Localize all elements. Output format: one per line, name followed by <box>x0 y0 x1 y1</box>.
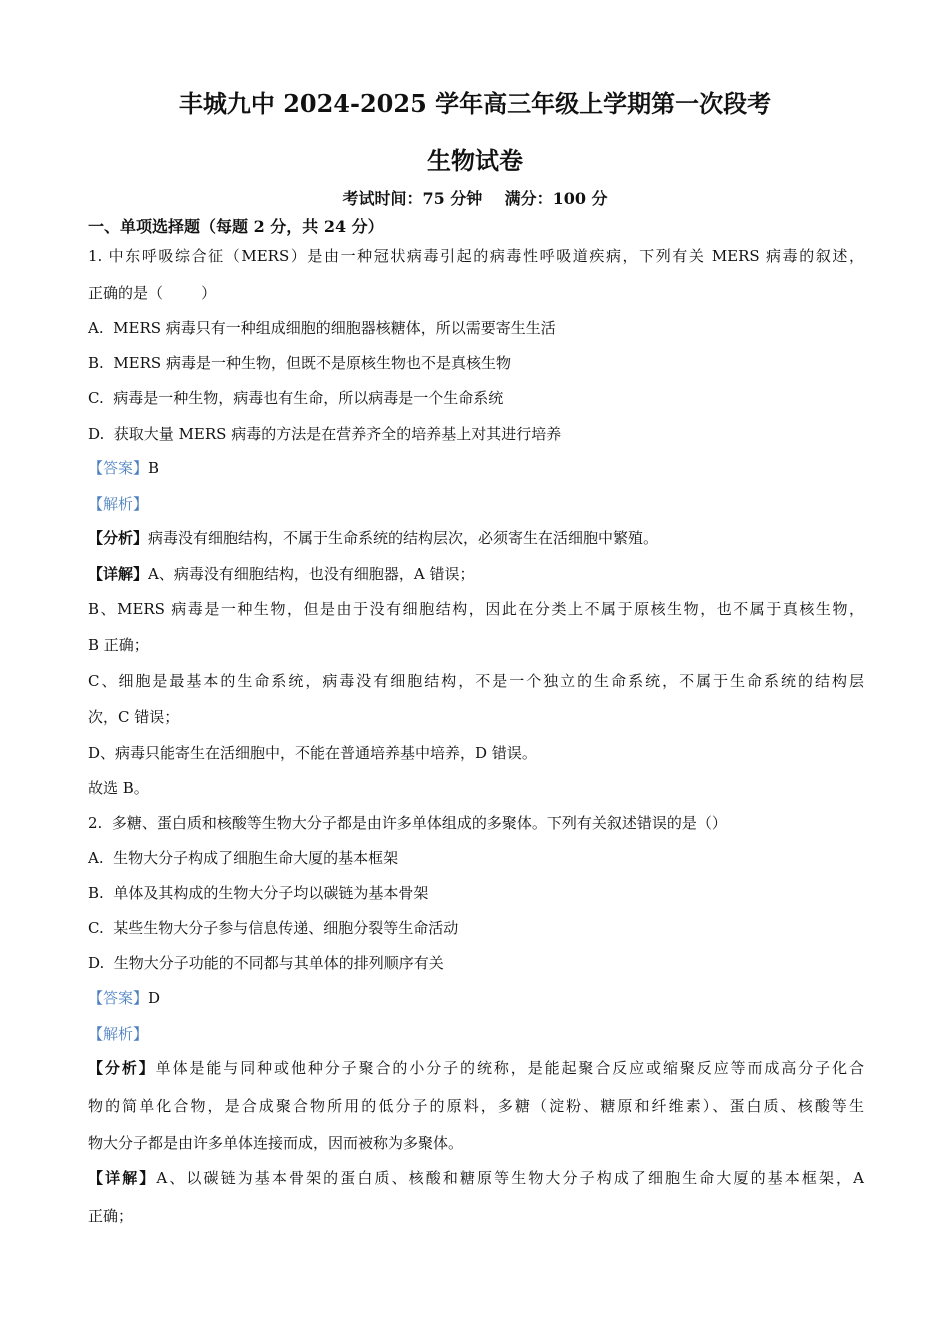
q1-detail-b-line1: B、MERS 病毒是一种生物，但是由于没有细胞结构，因此在分类上不属于原核生物，也不属于真核生物， <box>88 600 864 618</box>
fenxi-tag: 【分析】 <box>88 529 149 547</box>
fenxi-text: 病毒没有细胞结构，不属于生命系统的结构层次，必须寄生在活细胞中繁殖。 <box>148 529 659 547</box>
q2-detail-a-line1 <box>88 1168 864 1188</box>
q1-answer <box>88 458 159 478</box>
q2-option-c: C. 某些生物大分子参与信息传递、细胞分裂等生命活动 <box>88 919 459 937</box>
q1-detail-a <box>88 564 474 584</box>
answer-tag: 【答案】 <box>88 989 149 1007</box>
q2-answer <box>88 988 160 1008</box>
q1-option-b: B. MERS 病毒是一种生物，但既不是原核生物也不是真核生物 <box>88 354 511 372</box>
q2-stem: 2. 多糖、蛋白质和核酸等生物大分子都是由许多单体组成的多聚体。下列有关叙述错误的是（） <box>88 814 727 832</box>
answer-value: B <box>148 459 160 477</box>
exam-title: 丰城九中 2024-2025 学年高三年级上学期第一次段考 <box>178 89 772 118</box>
q1-detail-d: D、病毒只能寄生在活细胞中，不能在普通培养基中培养，D 错误。 <box>88 744 537 762</box>
subject-title: 生物试卷 <box>427 146 523 175</box>
q1-fenxi <box>88 528 658 548</box>
q2-analysis-heading <box>88 1024 148 1044</box>
detail-tag: 【详解】 <box>88 1169 157 1187</box>
q1-analysis-heading <box>88 494 148 514</box>
q1-option-c: C. 病毒是一种生物，病毒也有生命，所以病毒是一个生命系统 <box>88 389 504 407</box>
q1-conclusion: 故选 B。 <box>88 779 149 797</box>
analysis-tag: 【解析】 <box>88 495 149 513</box>
exam-info: 考试时间：75 分钟 满分：100 分 <box>342 189 608 208</box>
q2-option-b: B. 单体及其构成的生物大分子均以碳链为基本骨架 <box>88 884 429 902</box>
q1-stem-line1: 1. 中东呼吸综合征（MERS）是由一种冠状病毒引起的病毒性呼吸道疾病，下列有关 MERS 病毒的叙述， <box>88 247 864 265</box>
q1-stem-line2: 正确的是（ ） <box>88 284 217 302</box>
q1-detail-c-line2: 次，C 错误； <box>88 708 180 726</box>
detail-a-text: A、以碳链为基本骨架的蛋白质、核酸和糖原等生物大分子构成了细胞生命大厦的基本框架，A <box>156 1169 864 1187</box>
q1-detail-b-line2: B 正确； <box>88 636 149 654</box>
q2-fenxi-line2: 物的简单化合物，是合成聚合物所用的低分子的原料，多糖（淀粉、糖原和纤维素）、蛋白质、核酸等生 <box>88 1097 864 1115</box>
q1-detail-c-line1: C、细胞是最基本的生命系统，病毒没有细胞结构，不是一个独立的生命系统，不属于生命系统的结构层 <box>88 672 864 690</box>
section-heading: 一、单项选择题（每题 2 分，共 24 分） <box>88 217 384 236</box>
q2-fenxi-line3: 物大分子都是由许多单体连接而成，因而被称为多聚体。 <box>88 1134 464 1152</box>
analysis-tag: 【解析】 <box>88 1025 149 1043</box>
detail-a-text: A、病毒没有细胞结构，也没有细胞器，A 错误； <box>148 565 475 583</box>
fenxi-text: 单体是能与同种或他种分子聚合的小分子的统称，是能起聚合反应或缩聚反应等而成高分子化合 <box>155 1059 864 1077</box>
q2-option-a: A. 生物大分子构成了细胞生命大厦的基本框架 <box>88 849 399 867</box>
q1-option-d: D. 获取大量 MERS 病毒的方法是在营养齐全的培养基上对其进行培养 <box>88 425 562 443</box>
fenxi-tag: 【分析】 <box>88 1059 156 1077</box>
detail-tag: 【详解】 <box>88 565 149 583</box>
answer-value: D <box>148 989 161 1007</box>
q2-option-d: D. 生物大分子功能的不同都与其单体的排列顺序有关 <box>88 954 444 972</box>
q2-detail-a-line2: 正确； <box>88 1207 134 1225</box>
answer-tag: 【答案】 <box>88 459 149 477</box>
q1-option-a: A. MERS 病毒只有一种组成细胞的细胞器核糖体，所以需要寄生生活 <box>88 319 556 337</box>
q2-fenxi-line1 <box>88 1058 864 1078</box>
